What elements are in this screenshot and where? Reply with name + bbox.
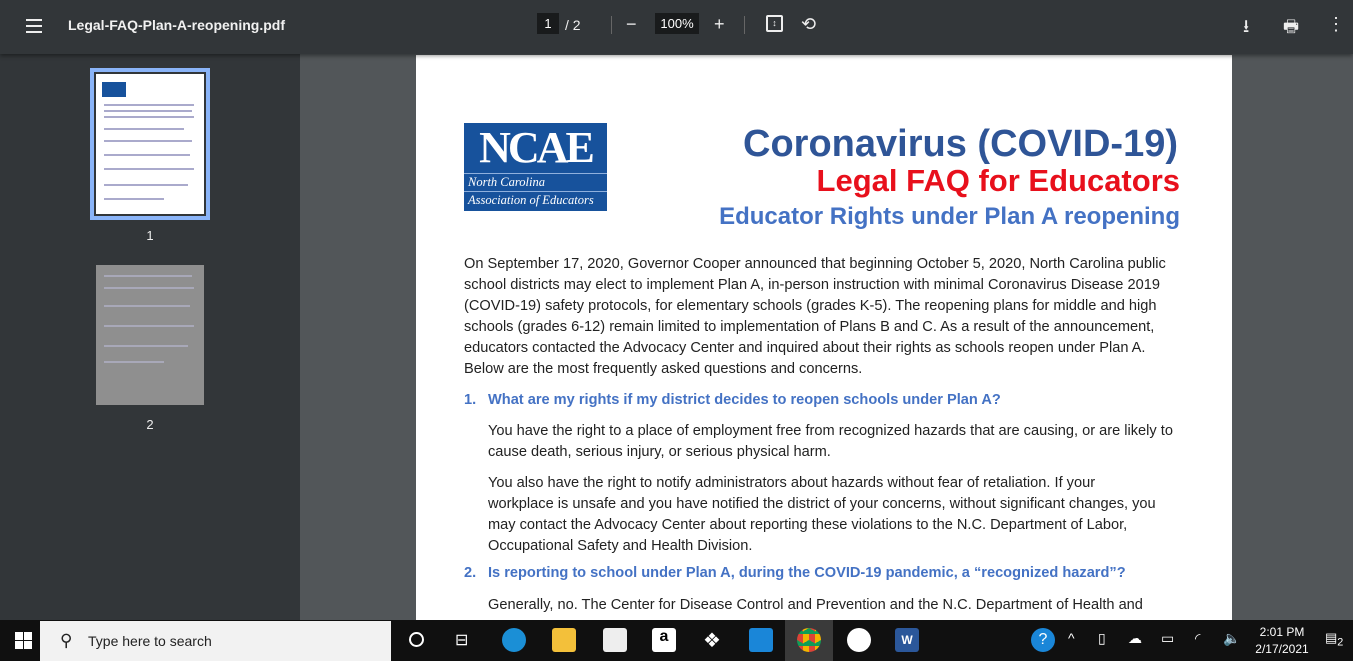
notifications-icon[interactable]: $▤_2$ xyxy=(1325,630,1344,649)
tray-device-icon[interactable]: ▯ xyxy=(1098,630,1106,646)
file-explorer-icon[interactable] xyxy=(552,628,576,652)
windows-taskbar xyxy=(0,620,1353,661)
show-hidden-icons[interactable]: ^ xyxy=(1068,630,1075,646)
search-icon: ⚲ xyxy=(60,631,73,650)
document-subtitle-2: Educator Rights under Plan A reopening xyxy=(719,203,1180,230)
volume-icon[interactable]: 🔈 xyxy=(1223,630,1241,646)
cortana-icon[interactable] xyxy=(409,632,424,647)
divider xyxy=(611,16,612,34)
answer-1b: You also have the right to notify administrators about hazards without fear of retaliation. If your workplace is unsafe and you have notified the district of your concerns, without significant changes, you may contact the Advocacy Center about reporting these violations to the N.C. Department of Labor, Occupational Safety and Health Division. xyxy=(488,475,1156,554)
zoom-in-icon[interactable]: + xyxy=(714,14,725,34)
answer-1a: You have the right to a place of employment free from recognized hazards that are causing, or are likely to cause death, serious injury, or serious physical harm. xyxy=(488,423,1173,460)
document-title: Coronavirus (COVID-19) xyxy=(743,123,1178,165)
slack-icon[interactable] xyxy=(847,628,871,652)
word-icon[interactable]: W xyxy=(895,628,919,652)
mail-icon[interactable] xyxy=(749,628,773,652)
system-clock[interactable]: 2:01 PM 2/17/2021 xyxy=(1255,625,1309,656)
edge-icon[interactable] xyxy=(502,628,526,652)
dropbox-icon[interactable]: ❖ xyxy=(703,630,721,652)
download-icon[interactable]: ⭳ xyxy=(1243,16,1250,36)
print-icon[interactable]: 🖶 xyxy=(1283,17,1300,36)
file-name: Legal-FAQ-Plan-A-reopening.pdf xyxy=(68,17,285,33)
thumbnail-label: 2 xyxy=(146,417,154,432)
store-icon[interactable] xyxy=(603,628,627,652)
page-number-input[interactable]: 1 xyxy=(537,13,559,34)
question-2: 2. Is reporting to school under Plan A, during the COVID-19 pandemic, a “recognized hazard”? xyxy=(464,565,1126,581)
intro-paragraph: On September 17, 2020, Governor Cooper announced that beginning October 5, 2020, North Carolina public school districts may elect to implement Plan A, in-person instruction with minimal Coronavirus Disease 2019 (COVID-19) safety protocols, for elementary schools (grades K-5). The reopening plans for middle and high schools (grades 6-12) remain limited to implementation of Plans B and C. As a result of the announcement, educators contacted the Advocacy Center and inquired about their rights as schools reopen under Plan A. Below are the most frequently asked questions and concerns. xyxy=(464,256,1166,377)
divider xyxy=(744,16,745,34)
rotate-icon[interactable]: ⟲ xyxy=(801,14,817,34)
thumbnail-page-2[interactable] xyxy=(96,265,204,405)
task-view-icon[interactable]: ⊟ xyxy=(455,632,469,649)
fit-page-icon[interactable]: ↕ xyxy=(766,15,783,32)
cloud-error-icon[interactable]: ☁ xyxy=(1128,630,1142,646)
pdf-toolbar xyxy=(0,0,1353,54)
taskbar-search-input[interactable]: ⚲ Type here to search xyxy=(40,621,391,661)
thumbnail-label: 1 xyxy=(146,228,154,243)
windows-start-icon[interactable] xyxy=(15,632,32,649)
zoom-input[interactable]: 100% xyxy=(655,13,699,34)
ncae-logo: NCAE North Carolina Association of Educators xyxy=(464,123,607,211)
answer-2: Generally, no. The Center for Disease Control and Prevention and the N.C. Department of Health and xyxy=(488,597,1143,613)
more-options-icon[interactable]: ⋮ xyxy=(1327,14,1345,34)
pdf-page xyxy=(416,55,1232,625)
help-icon[interactable]: ? xyxy=(1031,628,1055,652)
thumbnail-sidebar xyxy=(0,54,300,620)
chrome-taskbar-button[interactable] xyxy=(785,620,833,661)
wifi-icon[interactable]: ◜ xyxy=(1195,630,1201,646)
thumbnail-page-1[interactable] xyxy=(96,74,204,214)
amazon-icon[interactable]: a xyxy=(652,628,676,652)
total-pages: / 2 xyxy=(565,17,581,33)
question-1: 1. What are my rights if my district decides to reopen schools under Plan A? xyxy=(464,392,1001,408)
zoom-out-icon[interactable]: − xyxy=(626,14,637,34)
menu-icon[interactable] xyxy=(26,19,42,33)
battery-icon[interactable]: ▭ xyxy=(1161,630,1175,646)
document-subtitle: Legal FAQ for Educators xyxy=(816,163,1180,198)
